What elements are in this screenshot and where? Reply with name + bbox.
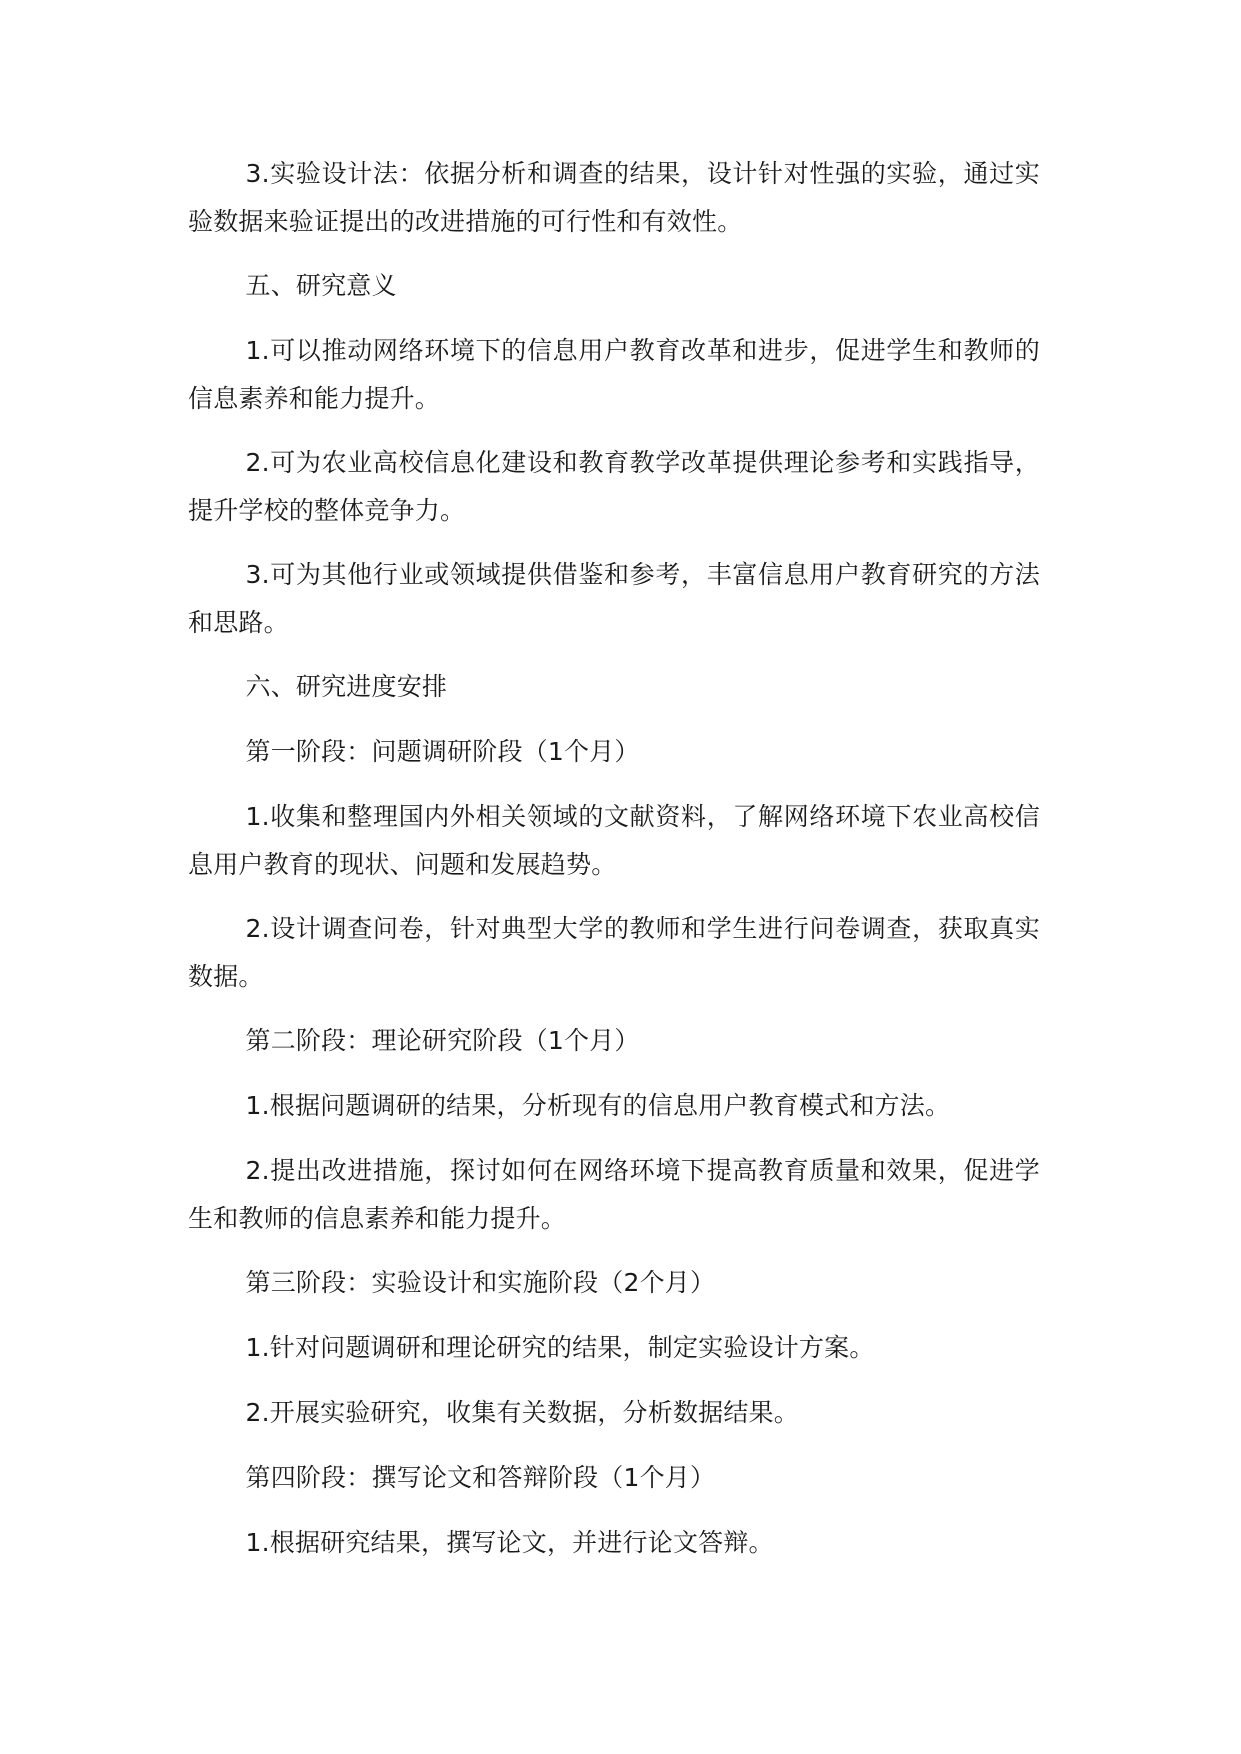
stage-4-item-1: 1.根据研究结果，撰写论文，并进行论文答辩。	[245, 1528, 774, 1557]
stage-3-item-2: 2.开展实验研究，收集有关数据，分析数据结果。	[245, 1398, 799, 1427]
stage-heading-1: 第一阶段：问题调研阶段（1个月）	[245, 737, 640, 766]
stage-1-item-1: 1.收集和整理国内外相关领域的文献资料，了解网络环境下农业高校信息用户教育的现状、问题和发展趋势。	[188, 802, 1040, 879]
stage-heading-3: 第三阶段：实验设计和实施阶段（2个月）	[245, 1268, 716, 1297]
stage-2-item-1: 1.根据问题调研的结果，分析现有的信息用户教育模式和方法。	[245, 1091, 951, 1120]
stage-2-item-2: 2.提出改进措施，探讨如何在网络环境下提高教育质量和效果，促进学生和教师的信息素养和能力提升。	[188, 1156, 1040, 1233]
stage-1-item-2: 2.设计调查问卷，针对典型大学的教师和学生进行问卷调查，获取真实数据。	[188, 914, 1040, 991]
paragraph-method-3: 3.实验设计法：依据分析和调查的结果，设计针对性强的实验，通过实验数据来验证提出的改进措施的可行性和有效性。	[188, 159, 1040, 236]
section-heading-significance: 五、研究意义	[245, 271, 397, 300]
stage-heading-4: 第四阶段：撰写论文和答辩阶段（1个月）	[245, 1463, 716, 1492]
section-heading-schedule: 六、研究进度安排	[245, 672, 448, 701]
paragraph-significance-3: 3.可为其他行业或领域提供借鉴和参考，丰富信息用户教育研究的方法和思路。	[188, 560, 1040, 637]
stage-heading-2: 第二阶段：理论研究阶段（1个月）	[245, 1026, 640, 1055]
paragraph-significance-2: 2.可为农业高校信息化建设和教育教学改革提供理论参考和实践指导，提升学校的整体竞争力。	[188, 448, 1040, 525]
paragraph-significance-1: 1.可以推动网络环境下的信息用户教育改革和进步，促进学生和教师的信息素养和能力提升。	[188, 336, 1040, 413]
document-body	[188, 150, 1040, 1584]
stage-3-item-1: 1.针对问题调研和理论研究的结果，制定实验设计方案。	[245, 1333, 875, 1362]
